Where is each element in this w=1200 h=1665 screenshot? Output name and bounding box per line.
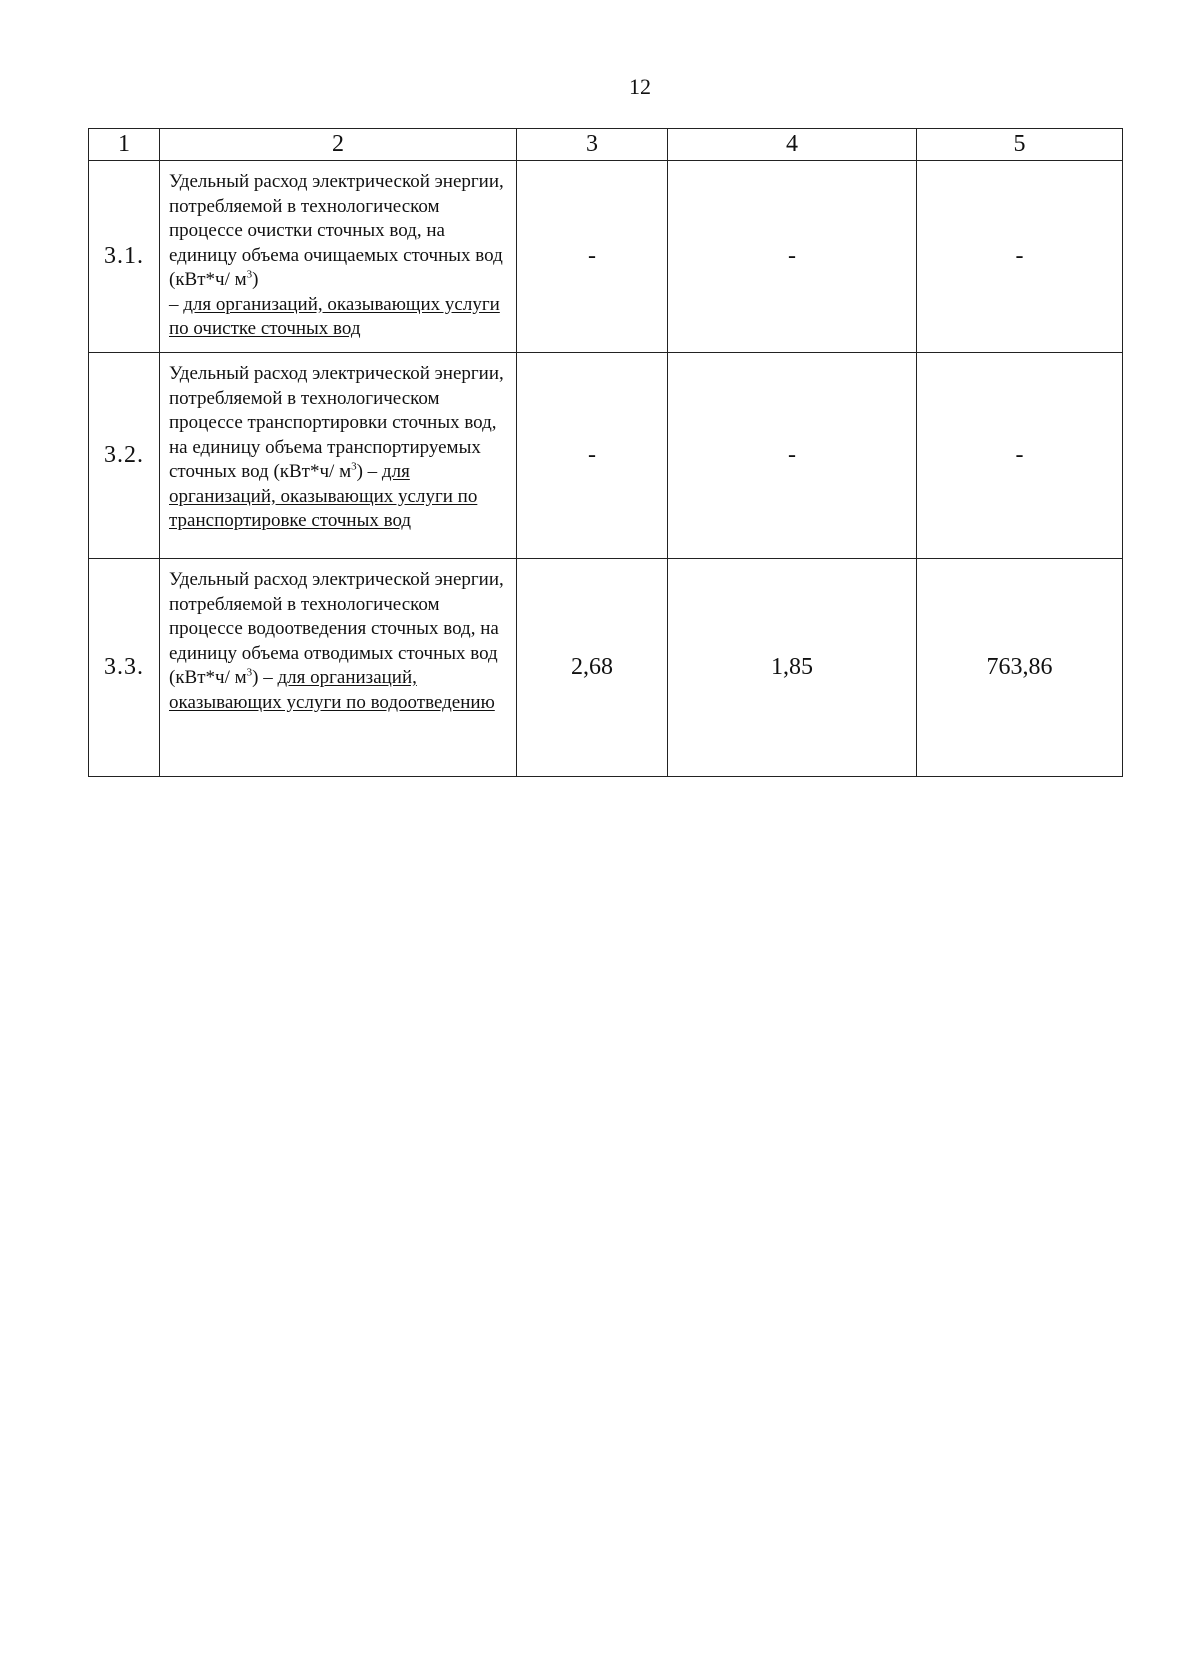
header-col-5: 5 (917, 129, 1123, 161)
table-row (89, 353, 1123, 559)
description-dash: – (169, 293, 184, 315)
row-description (160, 353, 517, 559)
row-number: 3.1. (89, 161, 160, 353)
value-col-4: 1,85 (668, 559, 917, 777)
description-underlined: для организаций, оказывающих услуги по транспортировке сточных вод (169, 461, 478, 531)
row-number: 3.2. (89, 353, 160, 559)
value-col-5: 763,86 (917, 559, 1123, 777)
header-col-3: 3 (517, 129, 668, 161)
value-col-4: - (668, 161, 917, 353)
description-close: ) (356, 461, 363, 482)
description-underlined: для организаций, оказывающих услуги по очистке сточных вод (169, 293, 500, 339)
page-number: 12 (629, 74, 651, 99)
header-row (89, 129, 1123, 161)
header-col-2: 2 (160, 129, 517, 161)
indicators-table (88, 128, 1123, 777)
description-dash: – (258, 667, 278, 688)
row-number: 3.3. (89, 559, 160, 777)
header-col-4: 4 (668, 129, 917, 161)
value-col-5: - (917, 161, 1123, 353)
description-dash: – (362, 461, 382, 482)
value-col-3: 2,68 (517, 559, 668, 777)
table-row (89, 161, 1123, 353)
header-col-1: 1 (89, 129, 160, 161)
description-close: ) (252, 667, 259, 688)
value-col-3: - (517, 353, 668, 559)
row-description (160, 161, 517, 353)
row-description (160, 559, 517, 777)
table-row (89, 559, 1123, 777)
value-col-4: - (668, 353, 917, 559)
description-text: Удельный расход электрической энергии, потребляемой в технологическом процессе водоотведения сточных вод, на единицу объема отводимых сточных вод (кВт*ч/ м (169, 569, 504, 688)
superscript: 3 (246, 268, 253, 281)
superscript: 3 (351, 460, 357, 473)
value-col-3: - (517, 161, 668, 353)
superscript: 3 (246, 666, 253, 679)
description-close: ) (252, 269, 259, 290)
description-text: Удельный расход электрической энергии, потребляемой в технологическом процессе транспортировки сточных вод, на единицу объема транспортируемых сточных вод (кВт*ч/ м (169, 363, 504, 482)
description-text: Удельный расход электрической энергии, потребляемой в технологическом процессе очистки сточных вод, на единицу объема очищаемых сточных вод (кВт*ч/ м (169, 171, 504, 290)
description-underlined: для организаций, оказывающих услуги по водоотведению (169, 667, 495, 713)
value-col-5: - (917, 353, 1123, 559)
